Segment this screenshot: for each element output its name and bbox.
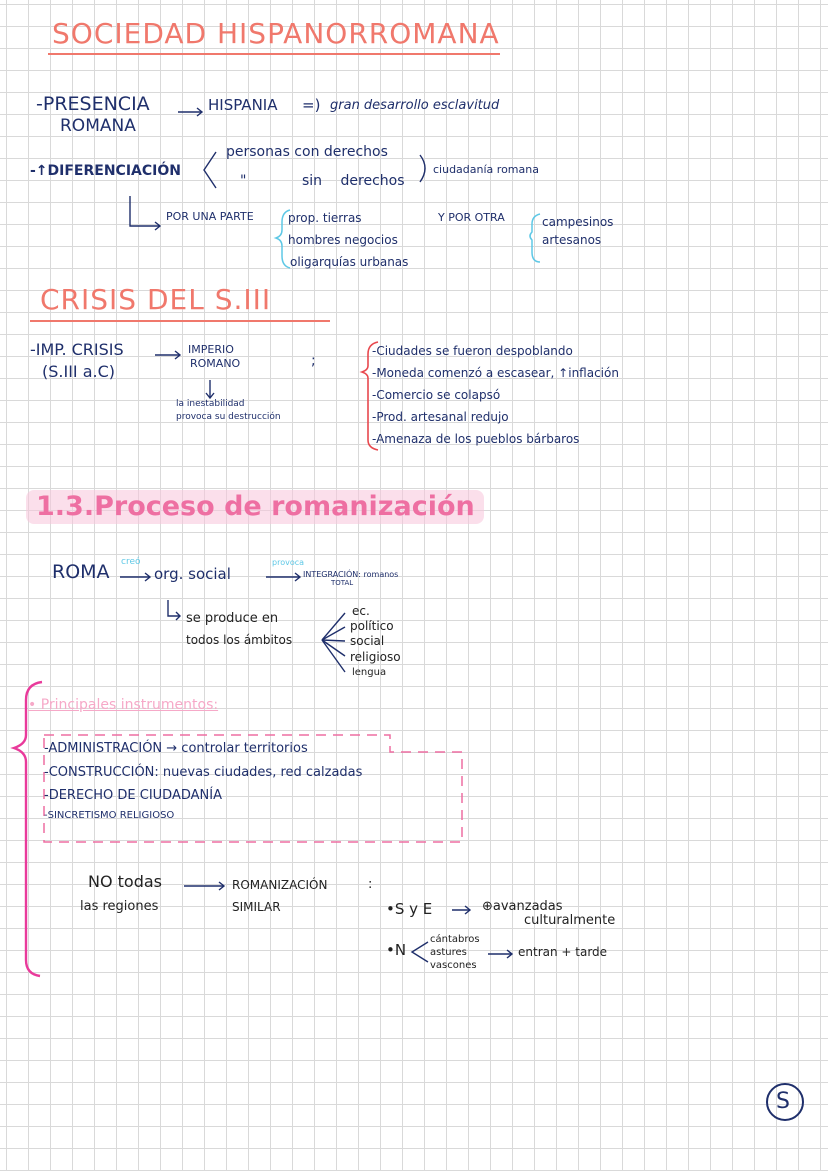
no-todas-label: NO todas (88, 872, 163, 891)
group-a-item-1: prop. tierras (288, 211, 362, 225)
ambito-religioso: religioso (350, 650, 401, 664)
similar-label: SIMILAR (232, 900, 281, 914)
section3-title: 1.3.Proceso de romanización (36, 491, 475, 522)
ciudadania-romana: ciudadanía romana (433, 163, 539, 176)
todos-ambitos-label: todos los ámbitos (186, 633, 293, 647)
ambito-lengua: lengua (352, 667, 387, 678)
org-social-label: org. social (154, 565, 231, 583)
ambito-politico: político (350, 619, 394, 633)
entran-tarde-label: entran + tarde (518, 945, 608, 959)
romana-label: ROMANA (60, 116, 136, 136)
imp-crisis-label: -IMP. CRISIS (30, 340, 124, 359)
logo-letter: S (776, 1089, 790, 1114)
diferenciacion-label: -↑DIFERENCIACIÓN (30, 163, 181, 179)
imperio-label: IMPERIO (188, 343, 234, 356)
consequence-5: -Amenaza de los pueblos bárbaros (372, 432, 580, 446)
pueblo-vascones: vascones (430, 960, 477, 971)
group-b-item-1: campesinos (542, 215, 614, 229)
roma-label: ROMA (52, 561, 110, 583)
culturalmente-label: culturalmente (524, 913, 616, 928)
gran-desarrollo: gran desarrollo esclavitud (330, 98, 500, 113)
group-a-item-3: oligarquías urbanas (290, 255, 409, 269)
section2-title: CRISIS DEL S.III (40, 283, 272, 316)
colon-label: : (368, 877, 373, 892)
instrumento-1: -ADMINISTRACIÓN → controlar territorios (44, 741, 308, 756)
implies-arrow: =) (302, 96, 321, 114)
pueblo-astures: astures (430, 947, 467, 958)
romano-label: ROMANO (190, 357, 241, 370)
ditto-mark: " (240, 173, 247, 189)
avanzadas-label: ⊕avanzadas (482, 899, 563, 914)
group-a-item-2: hombres negocios (288, 233, 398, 247)
n-label: •N (386, 941, 407, 959)
siglo-label: (S.III a.C) (42, 362, 116, 381)
instrumento-4: -SINCRETISMO RELIGIOSO (44, 810, 175, 821)
creo-label: creó (121, 557, 141, 567)
personas-con-derechos: personas con derechos (226, 144, 388, 160)
pueblo-cantabros: cántabros (430, 934, 480, 945)
hispania-label: HISPANIA (208, 96, 278, 114)
inestabilidad-line-1: la inestabilidad (176, 399, 245, 409)
consequence-4: -Prod. artesanal redujo (372, 410, 509, 424)
group-b-item-2: artesanos (542, 233, 602, 247)
section1-title: SOCIEDAD HISPANORROMANA (52, 17, 500, 50)
romanizacion-label: ROMANIZACIÓN (232, 878, 328, 892)
consequence-3: -Comercio se colapsó (372, 388, 501, 402)
consequence-1: -Ciudades se fueron despoblando (372, 344, 573, 358)
instrumento-3: -DERECHO DE CIUDADANÍA (44, 788, 222, 803)
magenta-bracket (14, 682, 42, 976)
sye-label: •S y E (386, 900, 433, 918)
integracion-label: INTEGRACIÓN: romanos (303, 570, 399, 579)
provoca-label: provoca (272, 558, 305, 567)
consequence-2: -Moneda comenzó a escasear, ↑inflación (372, 366, 619, 380)
sin-derechos: sin derechos (302, 173, 405, 189)
instrumentos-title: • Principales instrumentos: (28, 697, 219, 713)
presencia-label: -PRESENCIA (36, 93, 150, 115)
inestabilidad-line-2: provoca su destrucción (176, 412, 281, 422)
las-regiones-label: las regiones (80, 899, 159, 914)
por-una-parte: POR UNA PARTE (166, 210, 254, 223)
y-por-otra: Y POR OTRA (438, 211, 505, 224)
se-produce-label: se produce en (186, 611, 279, 626)
ambito-social: social (350, 634, 385, 648)
total-label: TOTAL (331, 579, 354, 587)
instrumento-2: -CONSTRUCCIÓN: nuevas ciudades, red calzadas (44, 765, 363, 780)
semicolon: ; (311, 353, 316, 369)
ambito-ec: ec. (352, 604, 370, 618)
